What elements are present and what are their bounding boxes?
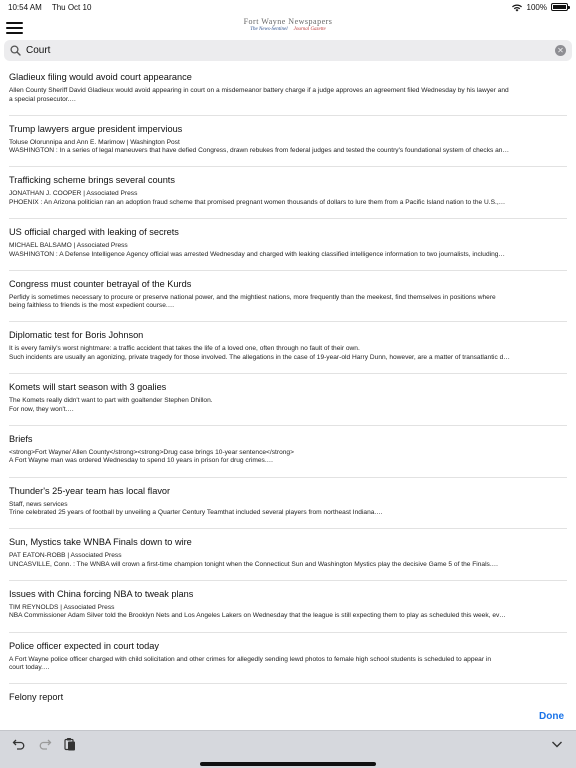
article-snippet-line2: UNCASVILLE, Conn. : The WNBA will crown a first-time champion tonight when the Connecticut Sun and Washington Mystics play the decisive Game 5 of the Finals.… [9,560,499,568]
article-snippet-line2: Such incidents are usually an agonizing, private tragedy for those involved. The allegations in the case of 19-year-old Harry Dunn, however, are a matter of transatlantic d… [9,354,510,362]
article-snippet-line1: It is every family's worst nightmare: a traffic accident that takes the life of a loved one, often through no fault of their own. [9,345,360,353]
article-snippet-line1: Staff, news services [9,500,68,508]
article-title: Police officer expected in court today [9,640,159,651]
list-item[interactable] [0,219,576,271]
list-item[interactable] [0,116,576,168]
article-snippet-line2: being faithless to friends is the most expedient course.… [9,302,175,310]
keyboard-toolbar [0,730,576,768]
battery-icon [551,3,568,11]
brand-name: Fort Wayne Newspapers [243,17,333,26]
list-item[interactable] [0,478,576,530]
article-snippet-line2: For now, they won't.… [9,405,75,413]
list-item[interactable] [0,64,576,116]
results-list [0,64,576,706]
article-snippet-line1: Perfidy is sometimes necessary to procure or preserve national power, and the mightiest nations, more frequently than the meekest, find themselves in positions where [9,293,496,301]
article-snippet-line1: TIM REYNOLDS | Associated Press [9,603,115,611]
redo-icon[interactable] [38,737,52,751]
done-button[interactable]: Done [539,711,564,722]
article-snippet-line1: Toluse Olorunnipa and Ann E. Marimow | Washington Post [9,138,180,146]
article-title: Sun, Mystics take WNBA Finals down to wire [9,537,192,548]
brand-logo [244,17,333,32]
list-item[interactable] [0,322,576,374]
article-title: Komets will start season with 3 goalies [9,382,167,393]
article-title: Diplomatic test for Boris Johnson [9,330,144,341]
article-snippet-line1: <strong>Fort Wayne/ Allen County</strong><strong>Drug case brings 10-year sentence</strong> [9,448,294,456]
article-title: Felony report [9,692,64,703]
status-time: 10:54 AM [8,2,42,12]
search-bar [4,40,572,61]
article-snippet-line1: The Komets really didn't want to part with goaltender Stephen Dhillon. [9,397,213,405]
brand-subtitle [244,27,333,32]
article-snippet-line1: JONATHAN J. COOPER | Associated Press [9,190,138,198]
search-icon [10,45,21,56]
list-item[interactable] [0,684,576,706]
home-indicator [200,762,376,766]
chevron-down-icon[interactable] [550,737,564,751]
status-date: Thu Oct 10 [51,2,92,12]
list-item[interactable] [0,426,576,478]
article-title: US official charged with leaking of secrets [9,227,179,238]
menu-icon[interactable] [6,22,23,34]
list-item[interactable] [0,581,576,633]
article-title: Congress must counter betrayal of the Kurds [9,278,192,289]
battery-percent: 100% [526,2,547,12]
article-title: Issues with China forcing NBA to tweak plans [9,588,194,599]
article-snippet-line2: a special prosecutor.… [9,95,77,103]
clear-icon[interactable]: ✕ [555,45,566,56]
article-title: Trafficking scheme brings several counts [9,175,175,186]
status-right [511,3,568,12]
brand-sub-journal-gazette: Journal Gazette [293,27,326,32]
paste-icon[interactable] [63,737,77,751]
article-title: Thunder's 25-year team has local flavor [9,485,171,496]
article-snippet-line2: WASHINGTON : A Defense Intelligence Agency official was arrested Wednesday and charged with leaking classified intelligence information to two journalists, including… [9,250,506,258]
brand-sub-news-sentinel: The News-Sentinel [250,27,288,32]
search-input[interactable] [26,45,555,56]
battery-fill [553,5,566,9]
undo-icon[interactable] [12,737,26,751]
article-snippet-line2: A Fort Wayne man was ordered Wednesday to spend 10 years in prison for drug crimes.… [9,457,274,465]
article-snippet-line2: PHOENIX : An Arizona politician ran an adoption fraud scheme that promised pregnant women thousands of dollars to lure them from a Pacific Island nation to the U.S.,… [9,198,506,206]
list-item[interactable] [0,374,576,426]
article-title: Briefs [9,433,33,444]
article-title: Trump lawyers argue president impervious [9,123,183,134]
app-header [0,14,576,40]
article-snippet-line1: A Fort Wayne police officer charged with child solicitation and other crimes for allegedly sending lewd photos to female high school students is scheduled to appear in [9,655,491,663]
article-snippet-line1: MICHAEL BALSAMO | Associated Press [9,242,128,250]
article-snippet-line2: NBA Commissioner Adam Silver told the Brooklyn Nets and Los Angeles Lakers on Wednesday that the league is still expecting them to play as scheduled this week, ev… [9,612,506,620]
article-snippet-line1: Allen County Sheriff David Gladieux would avoid appearing in court on a misdemeanor battery charge if a judge approves an agreement filed Wednesday by his lawyer and [9,87,509,94]
article-title: Gladieux filing would avoid court appearance [9,72,192,82]
article-snippet-line2: Trine celebrated 25 years of football by unveiling a Quarter Century Teamthat included several players from northeast Indiana.… [9,509,383,517]
wifi-icon [511,3,523,12]
keyboard-accessory-bar [0,706,576,730]
list-item[interactable] [0,167,576,219]
list-item[interactable] [0,529,576,581]
status-bar [0,0,576,14]
article-snippet-line2: WASHINGTON : In a series of legal maneuvers that have defied Congress, drawn rebukes from federal judges and tested the country's foundational system of checks an… [9,147,510,155]
article-snippet-line2: court today.… [9,664,50,672]
list-item[interactable] [0,633,576,685]
article-snippet-line1: PAT EATON-ROBB | Associated Press [9,552,122,560]
list-item[interactable] [0,271,576,323]
